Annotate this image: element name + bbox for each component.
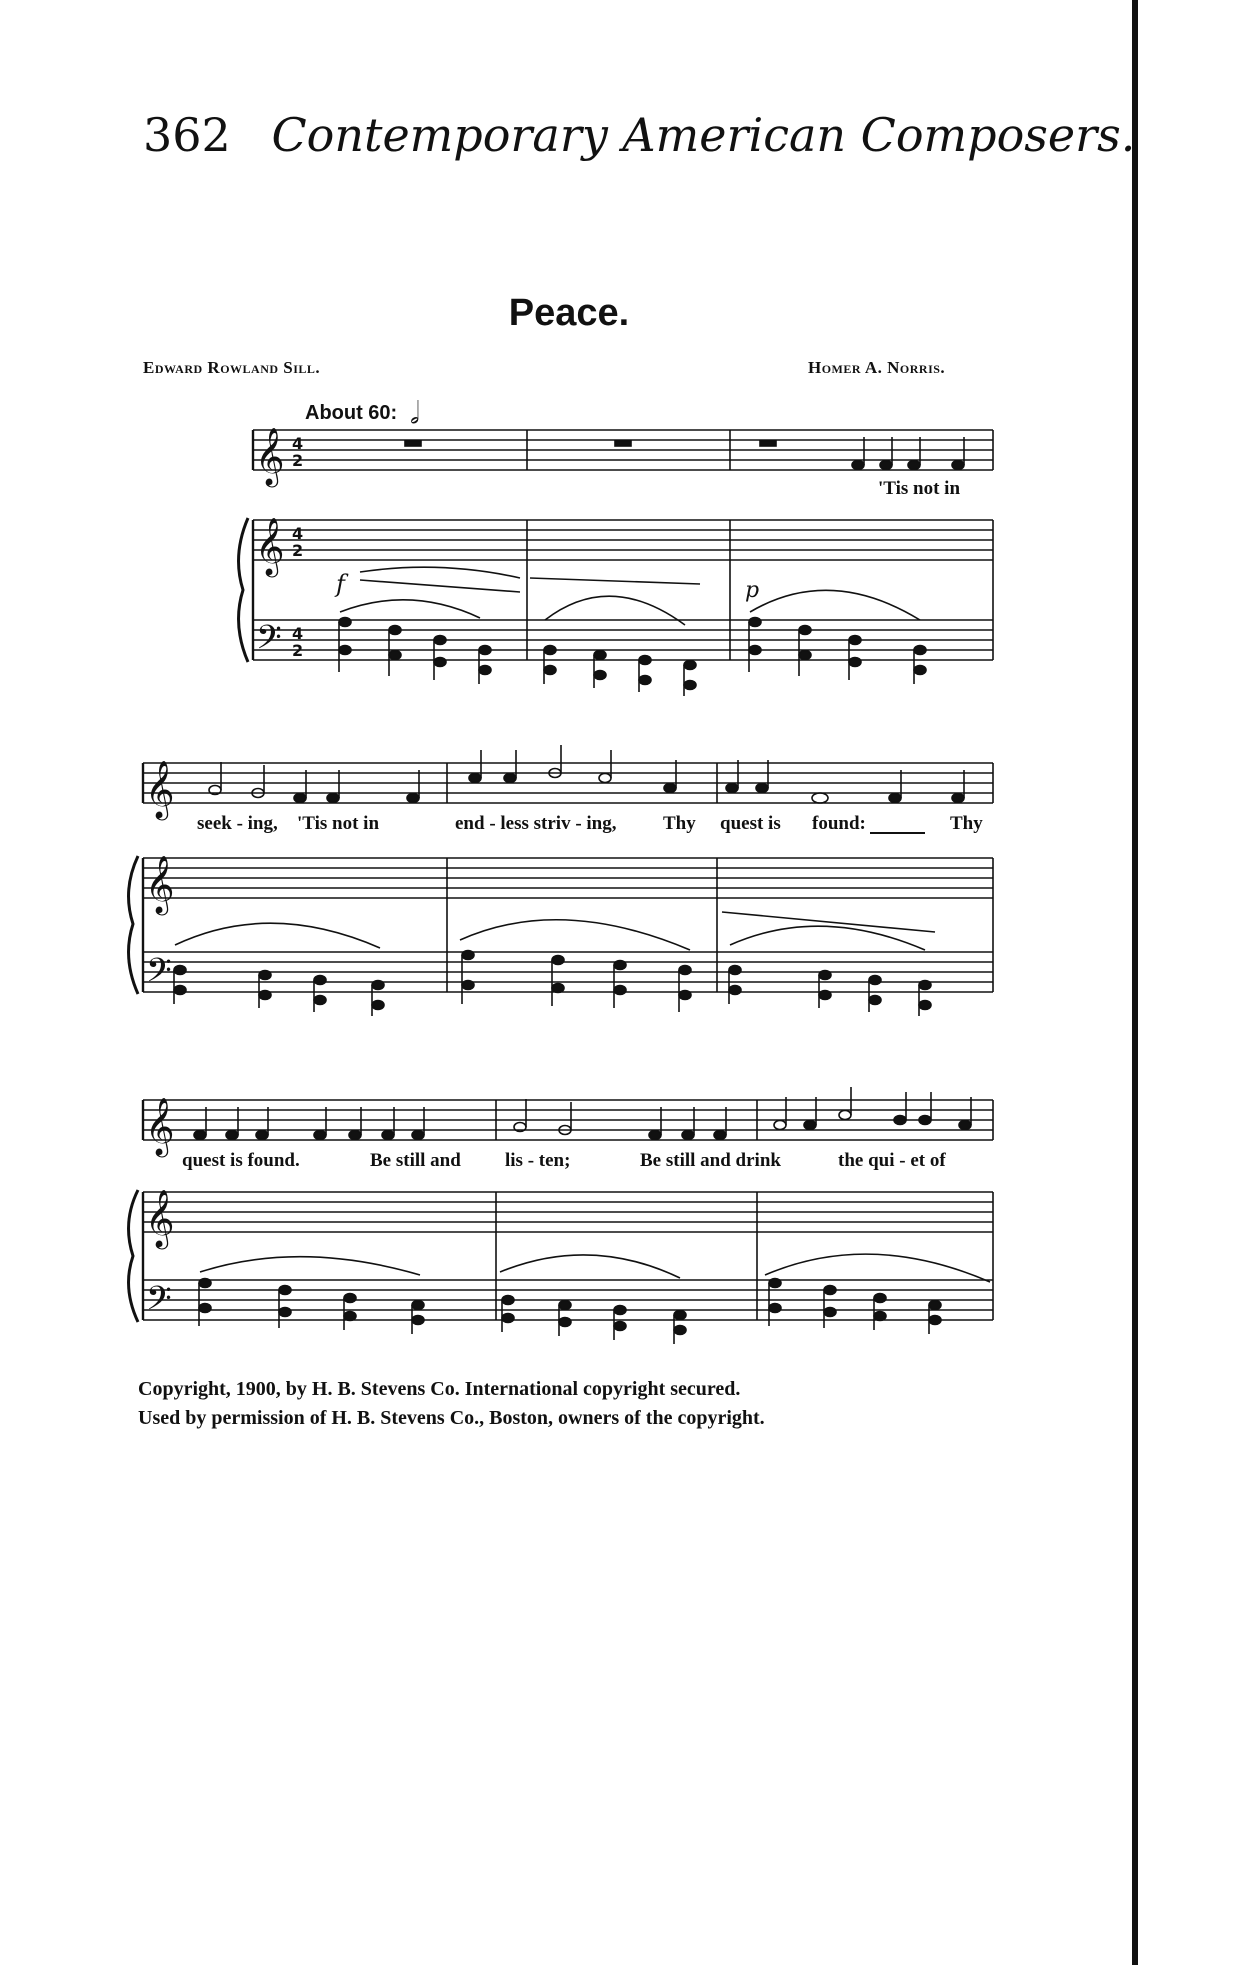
treble-clef-icon: 𝄞 xyxy=(145,760,175,818)
lyric-syllable: Be still and xyxy=(370,1150,461,1171)
bass-clef-icon: 𝄢 xyxy=(146,952,172,998)
svg-text:4: 4 xyxy=(292,624,304,643)
melisma-line xyxy=(870,832,925,834)
lyric-syllable: Thy xyxy=(950,813,983,834)
composer-credit: Homer A. Norris. xyxy=(808,358,946,377)
half-note-icon: 𝅗𝅥 xyxy=(410,396,420,431)
tempo-marking: About 60: xyxy=(305,402,398,424)
copyright-notice xyxy=(138,1375,765,1433)
lyric-syllable: the qui - et of xyxy=(838,1150,946,1171)
copyright-line-1: Copyright, 1900, by H. B. Stevens Co. International copyright secured. xyxy=(138,1378,741,1400)
lyric-syllable: lis - ten; xyxy=(505,1150,571,1171)
lyric-syllable: Thy xyxy=(663,813,696,834)
treble-clef-icon: 𝄞 xyxy=(255,427,285,485)
svg-text:4: 4 xyxy=(292,434,304,453)
lyric-syllable: seek - ing, xyxy=(197,813,278,834)
lyric-syllable: Be still and drink xyxy=(640,1150,781,1171)
piano-bass-staff-3 xyxy=(143,1280,993,1320)
svg-text:2: 2 xyxy=(292,451,304,470)
piano-treble-staff-2 xyxy=(143,858,993,898)
lyric-syllable: found: xyxy=(812,813,866,834)
poet-credit: Edward Rowland Sill. xyxy=(143,358,321,377)
svg-text:4: 4 xyxy=(292,524,304,543)
bass-chords-2 xyxy=(174,951,931,1017)
bass-chords-3 xyxy=(199,1279,941,1345)
treble-clef-icon: 𝄞 xyxy=(145,1189,175,1247)
piano-bass-staff-1 xyxy=(253,620,993,660)
piano-treble-staff-1 xyxy=(253,520,993,560)
lyric-line-1: 'Tis not in xyxy=(878,478,961,499)
book-title: Contemporary American Composers. xyxy=(271,108,1136,162)
svg-text:2: 2 xyxy=(292,541,304,560)
lyric-syllable: quest is xyxy=(720,813,781,834)
treble-clef-icon: 𝄞 xyxy=(145,855,175,913)
bass-clef-icon: 𝄢 xyxy=(256,619,282,665)
lyric-syllable: 'Tis not in xyxy=(297,813,380,834)
svg-text:f: f xyxy=(336,570,345,598)
lyric-syllable: end - less striv - ing, xyxy=(455,813,617,834)
treble-clef-icon: 𝄞 xyxy=(255,517,285,575)
song-title: Peace. xyxy=(508,292,630,334)
page-number: 362 xyxy=(143,108,231,162)
voice-staff-2 xyxy=(143,763,993,803)
treble-clef-icon: 𝄞 xyxy=(145,1097,175,1155)
svg-text:p: p xyxy=(745,578,760,603)
lyric-syllable: quest is found. xyxy=(182,1150,300,1171)
copyright-line-2: Used by permission of H. B. Stevens Co., Boston, owners of the copyright. xyxy=(138,1407,765,1429)
svg-text:2: 2 xyxy=(292,641,304,660)
piano-treble-staff-3 xyxy=(143,1192,993,1232)
bass-clef-icon: 𝄢 xyxy=(146,1280,172,1326)
